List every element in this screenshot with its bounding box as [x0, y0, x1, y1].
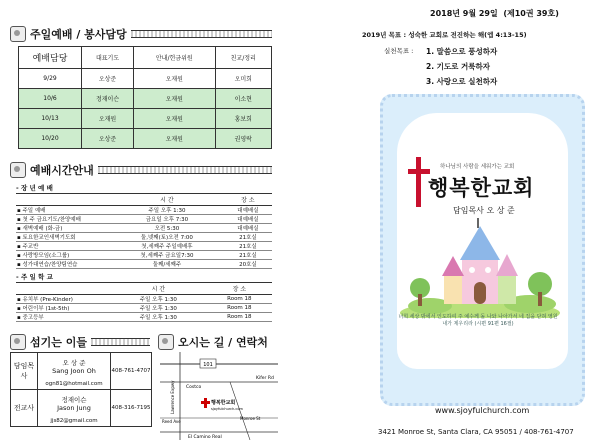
duty-table	[18, 46, 272, 149]
staff-name-cell	[38, 390, 111, 417]
staff-title: 섬기는 이들	[30, 336, 87, 349]
schedule-name: 성가대연습/찬양팀연습	[22, 262, 78, 268]
schedule-name: 사랑방모임(소그룹)	[22, 253, 70, 259]
schedule-place: 대예배실	[224, 215, 272, 224]
directions-map	[160, 352, 278, 440]
cover-verse: 너희 세상 밖에서 인도하여 주 예수께 돌 나와 나아가서 네 집을 닫혀 영원 내가 제우리라 (시편 91편 16절)	[398, 314, 558, 327]
road-label: Kifer Rd	[256, 376, 274, 381]
duty-col-header: 예배담당	[19, 47, 82, 69]
table-row	[11, 353, 152, 380]
schedule-name: 토요한교인새벽기도회	[22, 235, 76, 241]
schedule-place: 대예배실	[224, 224, 272, 233]
schedule-time: 둘,넷째(토)오전 7:00	[110, 233, 224, 242]
staff-phone: 408-761-4707	[111, 353, 152, 390]
duty-section-header	[10, 26, 272, 42]
schedule-place: 21호실	[224, 233, 272, 242]
schedule-col-time: 시 간	[110, 283, 207, 295]
schedule-place: Room 18	[207, 304, 272, 313]
road-label: Reed Ave	[162, 419, 181, 424]
motto-list	[426, 44, 497, 89]
duty-cell: 권영락	[215, 129, 271, 149]
schedule-time: 주일 오후 1:30	[110, 295, 207, 304]
section-divider	[98, 166, 272, 174]
staff-eng-name: Sang Joon Oh	[52, 366, 96, 375]
table-row	[19, 89, 272, 109]
cover-website: www.sjoyfulchurch.com	[435, 406, 530, 415]
road-monroe	[230, 382, 250, 440]
table-row: ▪ 주일 예배 주일 오후 1:30 대예배실	[16, 206, 272, 215]
duty-col-header: 안내/헌금위원	[134, 47, 215, 69]
table-row: ▪ 사랑방모임(소그룹) 첫,세째주 금요일7:30 21호실	[16, 251, 272, 260]
schedule-time: 주일 오후 1:30	[110, 206, 224, 215]
people-icon	[10, 334, 26, 350]
duty-cell: 오재원	[134, 89, 215, 109]
duty-col-header: 대표기도	[82, 47, 134, 69]
map-pin-icon	[158, 334, 174, 350]
duty-cell: 이소현	[215, 89, 271, 109]
table-row: ▪ 어린이부 (1st-5th) 주일 오후 1:30 Room 18	[16, 304, 272, 313]
road-label: 101	[203, 362, 213, 368]
cover-church-name: 행복한교회	[428, 176, 535, 200]
staff-phone: 408-316-7195	[111, 390, 152, 427]
schedule-name: 주일 예배	[22, 208, 46, 214]
schedule-place: Room 18	[207, 295, 272, 304]
schedule-time: 금요일 오후 7:30	[110, 215, 224, 224]
directions-title: 오시는 길 / 연락처	[178, 336, 268, 349]
duty-date: 10/13	[19, 109, 82, 129]
table-row: ▪ 첫 주 금요기도/찬양예배 금요일 오후 7:30 대예배실	[16, 215, 272, 224]
duty-cell: 홍보희	[215, 109, 271, 129]
schedule-name: 새벽예배 (화-금)	[22, 226, 63, 232]
adult-worship-label: - 장 년 예 배	[16, 184, 53, 192]
duty-date: 9/29	[19, 69, 82, 89]
schedule-col-place: 장 소	[207, 283, 272, 295]
schedule-name: 중고등부	[22, 315, 44, 321]
schedule-time: 첫,세째주 주일예배후	[110, 242, 224, 251]
bulletin-date: 2018년 9월 29일	[430, 9, 498, 18]
schedule-name: 어린이부 (1st-5th)	[22, 306, 70, 312]
map-church-url: sjoyfulchurch.com	[211, 407, 243, 411]
duty-cell: 정재이슨	[82, 89, 134, 109]
motto-item: 2. 기도로 거룩하자	[426, 62, 491, 71]
motto-item: 3. 사랑으로 실천하자	[426, 77, 498, 86]
schedule-time: 둘째/세째주	[110, 260, 224, 269]
cover-pastor: 담임목사 오 상 준	[453, 206, 515, 215]
staff-name-cell	[38, 353, 111, 380]
schedule-place: 20호실	[224, 260, 272, 269]
schedule-place: 21호실	[224, 251, 272, 260]
road-label: Lawrence Expwy	[170, 380, 175, 414]
staff-name: 정재이슨	[61, 395, 87, 404]
staff-email: jjs82@gmail.com	[38, 416, 111, 426]
staff-section-header	[10, 334, 150, 350]
table-row	[19, 129, 272, 149]
schedule-place: Room 18	[207, 313, 272, 322]
road-label: El Camino Real	[188, 435, 222, 440]
schedule-section-header	[10, 162, 272, 178]
duty-cell: 오재원	[134, 129, 215, 149]
schedule-name: 주교반	[22, 244, 39, 250]
schedule-col-time: 시 간	[110, 194, 224, 206]
bulletin-volume: (제10권 39호)	[503, 9, 559, 18]
road-label: Monroe St	[240, 416, 261, 421]
table-row	[11, 390, 152, 417]
schedule-name: 유치부 (Pre-Kinder)	[22, 297, 73, 303]
schedule-title: 예배시간안내	[30, 164, 94, 177]
motto-item: 1. 말씀으로 풍성하자	[426, 47, 498, 56]
duty-cell: 오미희	[215, 69, 271, 89]
schedule-time: 주일 오후 1:30	[110, 304, 207, 313]
bulletin-date-line	[430, 8, 559, 19]
table-row: ▪ 유치부 (Pre-Kinder) 주일 오후 1:30 Room 18	[16, 295, 272, 304]
schedule-time: 오전 5:30	[110, 224, 224, 233]
duty-col-header: 친교/정리	[215, 47, 271, 69]
cover-tagline: 하나님의 사람을 세워가는 교회	[440, 164, 515, 170]
directions-section-header	[158, 334, 276, 350]
sunday-school-label: - 주 일 학 교	[16, 273, 53, 281]
schedule-place: 21호실	[224, 242, 272, 251]
section-divider	[91, 338, 150, 346]
duty-cell: 오상준	[82, 129, 134, 149]
cross-icon	[408, 157, 430, 207]
table-row: ▪ 토요한교인새벽기도회 둘,넷째(토)오전 7:00 21호실	[16, 233, 272, 242]
table-row: ▪ 성가대연습/찬양팀연습 둘째/세째주 20호실	[16, 260, 272, 269]
section-divider	[131, 30, 272, 38]
staff-role: 전교사	[11, 390, 38, 427]
motto-sub-label: 실천목표 :	[384, 47, 414, 55]
duty-cell: 오상준	[82, 69, 134, 89]
schedule-col-place: 장 소	[224, 194, 272, 206]
map-landmark: Costco	[186, 385, 202, 390]
year-motto: 2019년 목표 : 성숙한 교회로 전진하는 해(엡 4:13-15)	[362, 31, 527, 39]
worship-icon	[10, 26, 26, 42]
staff-table	[10, 352, 152, 427]
table-row	[19, 69, 272, 89]
schedule-time: 첫,세째주 금요일7:30	[110, 251, 224, 260]
duty-cell: 오재원	[134, 109, 215, 129]
duty-date: 10/6	[19, 89, 82, 109]
duty-date: 10/20	[19, 129, 82, 149]
table-row: ▪ 주교반 첫,세째주 주일예배후 21호실	[16, 242, 272, 251]
duty-cell: 오재원	[134, 69, 215, 89]
staff-name: 오 상 준	[62, 358, 86, 367]
table-row	[19, 109, 272, 129]
map-church-name: 행복한교회	[211, 400, 236, 406]
staff-eng-name: Jason Jung	[57, 403, 91, 412]
schedule-place: 대예배실	[224, 206, 272, 215]
table-row: ▪ 중고등부 주일 오후 1:30 Room 18	[16, 313, 272, 322]
table-row: ▪ 새벽예배 (화-금) 오전 5:30 대예배실	[16, 224, 272, 233]
duty-title: 주일예배 / 봉사담당	[30, 28, 127, 41]
cover-address: 3421 Monroe St, Santa Clara, CA 95051 / 408-761-4707	[378, 428, 574, 436]
clock-icon	[10, 162, 26, 178]
school-schedule-table	[16, 282, 272, 322]
staff-email: ogn81@hotmail.com	[38, 379, 111, 389]
staff-role: 담임목사	[11, 353, 38, 390]
castle-illustration	[400, 218, 560, 318]
schedule-time: 주일 오후 1:30	[110, 313, 207, 322]
duty-cell: 오재원	[82, 109, 134, 129]
schedule-name: 첫 주 금요기도/찬양예배	[22, 217, 81, 223]
